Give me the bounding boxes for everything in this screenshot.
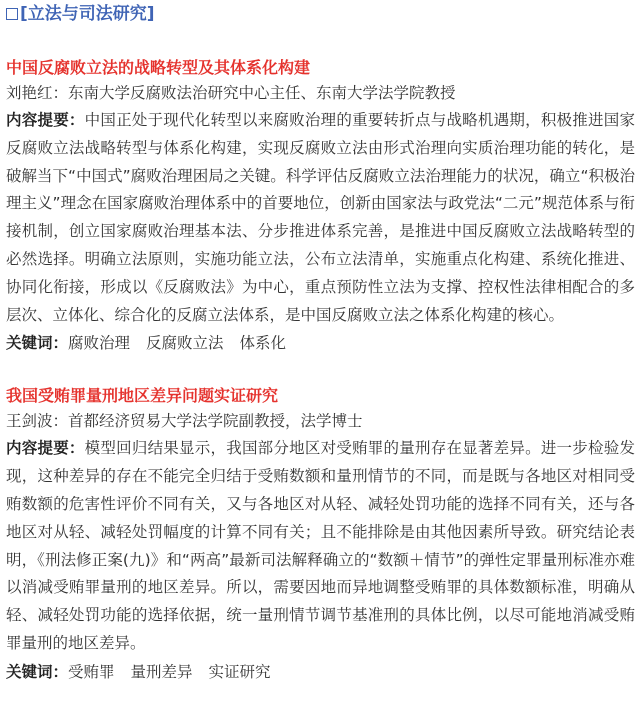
- keywords-label: 关键词：: [6, 662, 69, 681]
- keyword: 反腐败立法: [146, 334, 224, 353]
- abstract-text: 模型回归结果显示，我国部分地区对受贿罪的量刑存在显著差异。进一步检验发现，这种差异的存在不能完全归结于受贿数额和量刑情节的不同，而是既与各地区对相同受贿数额的危害性评价不同有关，又与各地区对从轻、减轻处罚功能的选择不同有关，还与各地区对从轻、减轻处罚幅度的计算不同有关；且不能排除是由其他因素所导致。研究结论表明，《刑法修正案(九)》和“两高”最新司法解释确立的“数额＋情节”的弹性定罪量刑标准亦难以消减受贿罪量刑的地区差异。所以，需要因地而异地调整受贿罪的具体数额标准，明确从轻、减轻处罚功能的选择依据，统一量刑情节调节基准刑的具体比例，以尽可能地消减受贿罪量刑的地区差异。: [6, 439, 635, 652]
- keywords-label: 关键词：: [6, 334, 69, 353]
- abstract-label: 内容提要：: [6, 439, 85, 458]
- article-abstract: [6, 435, 635, 657]
- article-abstract: [6, 107, 635, 329]
- keyword: 体系化: [239, 334, 287, 353]
- article-keywords: [6, 658, 635, 686]
- article-2: [6, 384, 635, 685]
- article-title: 中国反腐败立法的战略转型及其体系化构建: [6, 58, 311, 77]
- checkbox-icon: [6, 8, 18, 20]
- keyword: 量刑差异: [130, 662, 193, 681]
- article-author: 王剑波：首都经济贸易大学法学院副教授，法学博士: [6, 412, 363, 431]
- keyword: 实证研究: [208, 662, 271, 681]
- article-1: [6, 56, 635, 357]
- article-author: 刘艳红：东南大学反腐败法治研究中心主任、东南大学法学院教授: [6, 84, 456, 102]
- abstract-label: 内容提要：: [6, 111, 85, 129]
- abstract-text: 中国正处于现代化转型以来腐败治理的重要转折点与战略机遇期，积极推进国家反腐败立法战略转型与体系化构建，实现反腐败立法由形式治理向实质治理功能的转化，是破解当下“中国式”腐败治理困局之关键。科学评估反腐败立法治理能力的状况，确立“积极治理主义”理念在国家腐败治理体系中的首要地位，创新由国家法与政党法“二元”规范体系与衔接机制，创立国家腐败治理基本法、分步推进体系完善，是推进中国反腐败立法战略转型的必然选择。明确立法原则，实施功能立法，公布立法清单，实施重点化构建、系统化推进、协同化衔接，形成以《反腐败法》为中心，重点预防性立法为支撑、控权性法律相配合的多层次、立体化、综合化的反腐立法体系，是中国反腐败立法之体系化构建的核心。: [6, 111, 635, 324]
- article-keywords: [6, 329, 635, 357]
- section-title: [立法与司法研究]: [20, 4, 155, 24]
- article-title: 我国受贿罪量刑地区差异问题实证研究: [6, 386, 279, 406]
- section-header: [6, 0, 635, 28]
- keyword: 腐败治理: [68, 334, 131, 353]
- keyword: 受贿罪: [68, 662, 115, 681]
